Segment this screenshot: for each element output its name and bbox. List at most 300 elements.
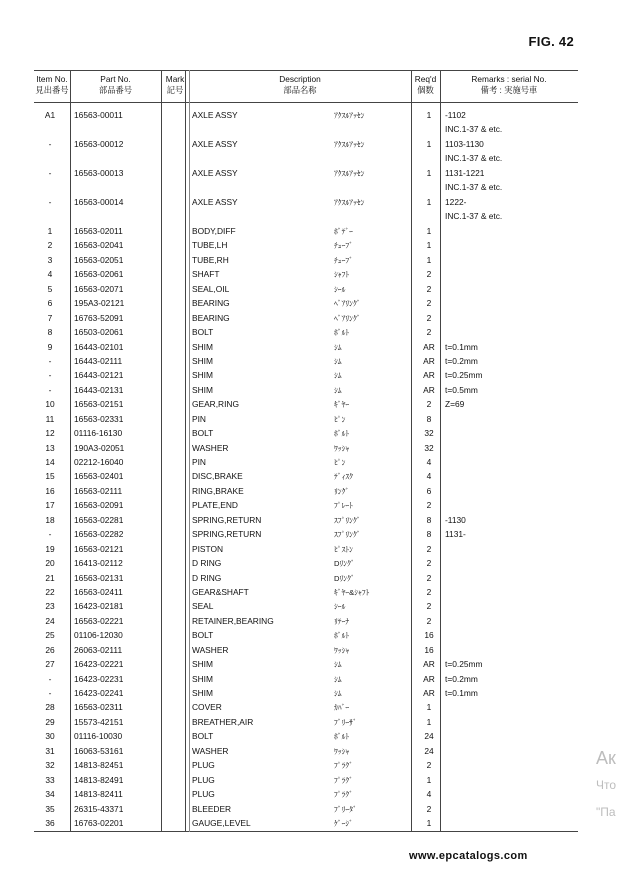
- qty-cell: 2: [426, 803, 432, 814]
- item-no-cell: 8: [47, 327, 53, 338]
- table-row: [34, 802, 578, 816]
- overlay-text-3: "Па: [596, 805, 616, 819]
- japanese-name-cell: ｶﾊﾞｰ: [334, 703, 350, 713]
- description-cell: SPRING,RETURN: [192, 514, 262, 525]
- item-no-cell: 10: [45, 399, 55, 410]
- japanese-name-cell: ｽﾌﾟﾘﾝｸﾞ: [334, 530, 361, 540]
- description-cell: D RING: [192, 558, 222, 569]
- table-row: [34, 700, 578, 714]
- japanese-name-cell: ｷﾞﾔｰ&ｼｬﾌﾄ: [334, 587, 370, 597]
- part-no-cell: 16563-02091: [74, 500, 124, 511]
- parts-table: [34, 70, 578, 832]
- part-no-cell: 16443-02121: [74, 370, 124, 381]
- item-no-cell: -: [48, 384, 52, 395]
- item-no-cell: 23: [45, 601, 55, 612]
- table-row: [34, 614, 578, 628]
- qty-cell: 2: [426, 572, 432, 583]
- part-no-cell: 16763-52091: [74, 312, 124, 323]
- table-row: [34, 412, 578, 426]
- table-row: [34, 253, 578, 267]
- part-no-cell: 16563-02061: [74, 269, 124, 280]
- part-no-cell: 16763-02201: [74, 817, 124, 828]
- part-no-cell: 16563-02281: [74, 514, 124, 525]
- qty-cell: 2: [426, 558, 432, 569]
- table-row: [34, 715, 578, 729]
- header-remarks: [440, 74, 578, 96]
- qty-cell: 1: [426, 716, 432, 727]
- table-row: [34, 296, 578, 310]
- part-no-cell: 16563-02041: [74, 240, 124, 251]
- japanese-name-cell: ｱｸｽﾙｱｯｾﾝ: [334, 198, 365, 207]
- item-no-cell: -: [48, 688, 52, 698]
- remarks-cell: 1131-1221: [445, 168, 485, 178]
- description-cell: SHIM: [192, 370, 213, 381]
- qty-cell: 16: [424, 644, 434, 655]
- table-row: [34, 397, 578, 411]
- qty-cell: 16: [424, 630, 434, 641]
- qty-cell: 1: [426, 110, 432, 120]
- table-top-rule: [34, 70, 578, 71]
- header-rem-en: Remarks : serial No.: [471, 74, 547, 84]
- japanese-name-cell: Dﾘﾝｸﾞ: [334, 573, 355, 583]
- qty-cell: 1: [426, 254, 432, 265]
- header-rem-jp: 備考 : 実施号車: [480, 85, 538, 95]
- part-no-cell: 16563-00013: [74, 168, 124, 178]
- qty-cell: 2: [426, 269, 432, 280]
- header-qty-jp: 個数: [417, 85, 434, 95]
- part-no-cell: 01106-12030: [74, 630, 123, 641]
- table-row: [34, 599, 578, 613]
- item-no-cell: -: [48, 139, 52, 149]
- qty-cell: AR: [423, 659, 435, 670]
- item-no-cell: -: [48, 529, 52, 540]
- part-no-cell: 190A3-02051: [74, 442, 125, 453]
- japanese-name-cell: ﾌﾞﾘｰｻﾞ: [334, 717, 357, 727]
- part-no-cell: 16563-02071: [74, 283, 124, 294]
- part-no-cell: 16563-00011: [74, 110, 123, 120]
- qty-cell: AR: [423, 673, 435, 684]
- qty-cell: 2: [426, 283, 432, 294]
- item-no-cell: 29: [45, 716, 55, 727]
- description-cell: BOLT: [192, 731, 214, 742]
- qty-cell: 6: [426, 485, 432, 496]
- description-cell: SPRING,RETURN: [192, 529, 262, 540]
- item-no-cell: -: [48, 370, 52, 381]
- table-row: [34, 195, 578, 224]
- item-no-cell: 9: [47, 341, 53, 352]
- item-no-cell: 34: [45, 789, 55, 800]
- item-no-cell: 12: [45, 428, 55, 439]
- table-row: [34, 628, 578, 642]
- table-row: [34, 455, 578, 469]
- item-no-cell: 13: [45, 442, 55, 453]
- qty-cell: 24: [424, 745, 434, 756]
- japanese-name-cell: ﾜｯｼｬ: [334, 443, 350, 453]
- description-cell: AXLE ASSY: [192, 139, 238, 149]
- japanese-name-cell: Dﾘﾝｸﾞ: [334, 559, 355, 569]
- qty-cell: AR: [423, 370, 435, 381]
- header-bottom-rule: [34, 102, 578, 103]
- qty-cell: 2: [426, 543, 432, 554]
- table-row: [34, 469, 578, 483]
- qty-cell: 1: [426, 139, 432, 149]
- item-no-cell: 28: [45, 702, 55, 713]
- part-no-cell: 16503-02061: [74, 327, 124, 338]
- table-row: [34, 556, 578, 570]
- item-no-cell: 6: [47, 298, 53, 309]
- table-row: [34, 426, 578, 440]
- part-no-cell: 16563-02151: [74, 399, 124, 410]
- description-cell: BODY,DIFF: [192, 226, 236, 236]
- qty-cell: 1: [426, 702, 432, 713]
- item-no-cell: 27: [45, 659, 55, 670]
- remarks-cell-line2: INC.1-37 & etc.: [445, 153, 503, 163]
- part-no-cell: 16423-02181: [74, 601, 124, 612]
- description-cell: COVER: [192, 702, 222, 713]
- item-no-cell: -: [48, 168, 52, 178]
- remarks-cell-line2: INC.1-37 & etc.: [445, 124, 503, 134]
- qty-cell: AR: [423, 355, 435, 366]
- table-bottom-rule: [34, 831, 578, 832]
- item-no-cell: 14: [45, 457, 55, 467]
- part-no-cell: 16423-02241: [74, 688, 124, 698]
- description-cell: BOLT: [192, 428, 214, 439]
- item-no-cell: 17: [45, 500, 55, 511]
- table-row: [34, 744, 578, 758]
- table-row: [34, 441, 578, 455]
- part-no-cell: 26063-02111: [74, 644, 123, 655]
- table-row: [34, 527, 578, 541]
- table-row: [34, 729, 578, 743]
- japanese-name-cell: ｼﾑ: [334, 342, 342, 352]
- part-no-cell: 16563-02401: [74, 471, 124, 482]
- qty-cell: 32: [424, 442, 434, 453]
- remarks-cell: t=0.2mm: [445, 355, 478, 366]
- part-no-cell: 16443-02131: [74, 384, 124, 395]
- japanese-name-cell: ｽﾌﾟﾘﾝｸﾞ: [334, 515, 361, 525]
- part-no-cell: 16563-02282: [74, 529, 124, 540]
- table-row: [34, 571, 578, 585]
- japanese-name-cell: ｱｸｽﾙｱｯｾﾝ: [334, 111, 365, 120]
- item-no-cell: 22: [45, 586, 55, 597]
- table-row: [34, 643, 578, 657]
- qty-cell: 24: [424, 731, 434, 742]
- qty-cell: 2: [426, 586, 432, 597]
- remarks-cell: -1102: [445, 110, 466, 120]
- table-body: [34, 108, 578, 830]
- item-no-cell: 31: [45, 745, 55, 756]
- part-no-cell: 16423-02231: [74, 673, 124, 684]
- item-no-cell: 2: [47, 240, 53, 251]
- qty-cell: 32: [424, 428, 434, 439]
- table-row: [34, 238, 578, 252]
- item-no-cell: 3: [47, 254, 53, 265]
- japanese-name-cell: ｼｬﾌﾄ: [334, 270, 350, 280]
- item-no-cell: -: [48, 355, 52, 366]
- part-no-cell: 16563-02131: [74, 572, 124, 583]
- description-cell: TUBE,RH: [192, 254, 229, 265]
- qty-cell: 4: [426, 789, 432, 800]
- item-no-cell: 35: [45, 803, 55, 814]
- remarks-cell: t=0.5mm: [445, 384, 478, 395]
- qty-cell: AR: [423, 384, 435, 395]
- description-cell: WASHER: [192, 442, 229, 453]
- qty-cell: 4: [426, 471, 432, 482]
- item-no-cell: A1: [44, 110, 56, 120]
- description-cell: PLUG: [192, 774, 215, 785]
- qty-cell: 2: [426, 601, 432, 612]
- remarks-cell-line2: INC.1-37 & etc.: [445, 182, 503, 192]
- qty-cell: AR: [423, 341, 435, 352]
- japanese-name-cell: ｷﾞﾔｰ: [334, 400, 350, 410]
- table-row: [34, 166, 578, 195]
- description-cell: GEAR,RING: [192, 399, 239, 410]
- part-no-cell: 16413-02112: [74, 558, 123, 569]
- table-row: [34, 672, 578, 686]
- header-desc-en: Description: [279, 74, 321, 84]
- description-cell: SHAFT: [192, 269, 220, 280]
- japanese-name-cell: ﾍﾞｱﾘﾝｸﾞ: [334, 313, 361, 323]
- item-no-cell: 33: [45, 774, 55, 785]
- description-cell: PLATE,END: [192, 500, 238, 511]
- japanese-name-cell: ﾍﾞｱﾘﾝｸﾞ: [334, 299, 361, 309]
- table-row: [34, 325, 578, 339]
- header-mark: [161, 74, 189, 96]
- part-no-cell: 16443-02111: [74, 355, 123, 366]
- header-description: [189, 74, 411, 96]
- japanese-name-cell: ｼﾑ: [334, 674, 342, 684]
- description-cell: WASHER: [192, 644, 229, 655]
- description-cell: RETAINER,BEARING: [192, 615, 274, 626]
- japanese-name-cell: ｹﾞｰｼﾞ: [334, 818, 353, 828]
- japanese-name-cell: ﾎﾞﾃﾞｰ: [334, 227, 353, 236]
- description-cell: SEAL,OIL: [192, 283, 230, 294]
- japanese-name-cell: ｼﾑ: [334, 660, 342, 670]
- table-row: [34, 657, 578, 671]
- table-row: [34, 108, 578, 137]
- description-cell: PIN: [192, 457, 206, 467]
- qty-cell: 2: [426, 615, 432, 626]
- japanese-name-cell: ﾌﾟﾗｸﾞ: [334, 790, 353, 800]
- description-cell: PIN: [192, 413, 206, 424]
- part-no-cell: 16563-02121: [74, 543, 124, 554]
- table-row: [34, 282, 578, 296]
- japanese-name-cell: ﾎﾞﾙﾄ: [334, 732, 350, 742]
- japanese-name-cell: ﾋﾟｽﾄﾝ: [334, 544, 353, 554]
- description-cell: SEAL: [192, 601, 214, 612]
- item-no-cell: 5: [47, 283, 53, 294]
- table-row: [34, 354, 578, 368]
- item-no-cell: 26: [45, 644, 55, 655]
- description-cell: SHIM: [192, 355, 213, 366]
- japanese-name-cell: ｼﾑ: [334, 371, 342, 381]
- item-no-cell: 20: [45, 558, 55, 569]
- description-cell: DISC,BRAKE: [192, 471, 243, 482]
- table-row: [34, 368, 578, 382]
- japanese-name-cell: ｱｸｽﾙｱｯｾﾝ: [334, 169, 365, 178]
- japanese-name-cell: ﾘﾝｸﾞ: [334, 486, 350, 496]
- description-cell: BREATHER,AIR: [192, 716, 254, 727]
- japanese-name-cell: ｱｸｽﾙｱｯｾﾝ: [334, 140, 365, 149]
- japanese-name-cell: ﾋﾟﾝ: [334, 414, 346, 424]
- item-no-cell: -: [48, 673, 52, 684]
- qty-cell: 2: [426, 500, 432, 511]
- header-qty: [411, 74, 440, 96]
- description-cell: PLUG: [192, 760, 215, 771]
- part-no-cell: 01116-16130: [74, 428, 123, 439]
- description-cell: BLEEDER: [192, 803, 232, 814]
- japanese-name-cell: ｼﾑ: [334, 385, 342, 395]
- qty-cell: 8: [426, 529, 432, 540]
- item-no-cell: 7: [47, 312, 53, 323]
- remarks-cell: Z=69: [445, 399, 465, 410]
- table-row: [34, 686, 578, 700]
- part-no-cell: 14813-82451: [74, 760, 124, 771]
- header-item-jp: 見出番号: [35, 85, 69, 95]
- description-cell: SHIM: [192, 384, 213, 395]
- qty-cell: 8: [426, 514, 432, 525]
- part-no-cell: 01116-10030: [74, 731, 123, 742]
- japanese-name-cell: ｼﾑ: [334, 356, 342, 366]
- item-no-cell: 24: [45, 615, 55, 626]
- table-row: [34, 542, 578, 556]
- qty-cell: 1: [426, 817, 432, 828]
- part-no-cell: 16063-53161: [74, 745, 124, 756]
- header-mark-en: Mark: [165, 74, 185, 84]
- item-no-cell: 4: [47, 269, 53, 280]
- table-row: [34, 816, 578, 830]
- qty-cell: 1: [426, 240, 432, 251]
- remarks-cell: t=0.25mm: [445, 370, 483, 381]
- item-no-cell: 1: [47, 226, 53, 236]
- item-no-cell: 30: [45, 731, 55, 742]
- remarks-cell: -1130: [445, 514, 466, 525]
- part-no-cell: 14813-82411: [74, 789, 123, 800]
- item-no-cell: 19: [45, 543, 55, 554]
- part-no-cell: 26315-43371: [74, 803, 124, 814]
- japanese-name-cell: ｼｰﾙ: [334, 284, 346, 294]
- japanese-name-cell: ﾁｭｰﾌﾞ: [334, 255, 353, 265]
- description-cell: BOLT: [192, 327, 214, 338]
- japanese-name-cell: ﾋﾟﾝ: [334, 458, 346, 467]
- japanese-name-cell: ﾌﾞﾘｰﾀﾞ: [334, 804, 357, 814]
- qty-cell: 2: [426, 399, 432, 410]
- description-cell: TUBE,LH: [192, 240, 228, 251]
- japanese-name-cell: ｼﾑ: [334, 689, 342, 698]
- item-no-cell: 21: [45, 572, 55, 583]
- table-row: [34, 267, 578, 281]
- table-row: [34, 224, 578, 238]
- header-part-en: Part No.: [100, 74, 131, 84]
- qty-cell: 8: [426, 413, 432, 424]
- table-row: [34, 498, 578, 512]
- description-cell: BEARING: [192, 312, 230, 323]
- remarks-cell: t=0.2mm: [445, 673, 478, 684]
- item-no-cell: 11: [45, 413, 55, 424]
- remarks-cell: t=0.1mm: [445, 688, 478, 698]
- qty-cell: 1: [426, 774, 432, 785]
- header-part-jp: 部品番号: [98, 85, 133, 95]
- remarks-cell: 1131-: [445, 529, 466, 540]
- description-cell: SHIM: [192, 688, 213, 698]
- japanese-name-cell: ﾎﾞﾙﾄ: [334, 631, 350, 641]
- part-no-cell: 16443-02101: [74, 341, 124, 352]
- description-cell: BOLT: [192, 630, 214, 641]
- table-row: [34, 787, 578, 801]
- item-no-cell: 18: [45, 514, 55, 525]
- overlay-text-1: Ак: [596, 748, 616, 768]
- japanese-name-cell: ｼｰﾙ: [334, 602, 346, 612]
- japanese-name-cell: ﾘﾃｰﾅ: [334, 616, 350, 626]
- qty-cell: 1: [426, 168, 432, 178]
- header-item: [34, 74, 70, 96]
- remarks-cell: t=0.1mm: [445, 341, 478, 352]
- overlay-text-2: Что: [596, 778, 617, 792]
- part-no-cell: 16563-00012: [74, 139, 124, 149]
- part-no-cell: 16563-02011: [74, 226, 123, 236]
- description-cell: RING,BRAKE: [192, 485, 244, 496]
- qty-cell: 4: [426, 457, 432, 467]
- table-row: [34, 513, 578, 527]
- description-cell: D RING: [192, 572, 222, 583]
- qty-cell: 1: [426, 197, 432, 207]
- japanese-name-cell: ﾜｯｼｬ: [334, 645, 350, 655]
- qty-cell: 1: [426, 226, 432, 236]
- description-cell: GEAR&SHAFT: [192, 586, 249, 597]
- qty-cell: 2: [426, 298, 432, 309]
- japanese-name-cell: ﾎﾞﾙﾄ: [334, 328, 350, 338]
- description-cell: WASHER: [192, 745, 229, 756]
- table-row: [34, 773, 578, 787]
- japanese-name-cell: ﾌﾟﾗｸﾞ: [334, 775, 353, 785]
- item-no-cell: 16: [45, 485, 55, 496]
- description-cell: SHIM: [192, 341, 213, 352]
- table-row: [34, 758, 578, 772]
- header-mark-jp: 記号: [166, 85, 184, 95]
- part-no-cell: 14813-82491: [74, 774, 124, 785]
- japanese-name-cell: ﾃﾞｨｽｸ: [334, 472, 353, 482]
- japanese-name-cell: ﾌﾟﾗｸﾞ: [334, 761, 353, 771]
- japanese-name-cell: ﾎﾞﾙﾄ: [334, 429, 350, 439]
- part-no-cell: 195A3-02121: [74, 298, 125, 309]
- item-no-cell: 32: [45, 760, 55, 771]
- part-no-cell: 16563-02111: [74, 485, 123, 496]
- table-row: [34, 311, 578, 325]
- japanese-name-cell: ﾜｯｼｬ: [334, 746, 350, 756]
- description-cell: PISTON: [192, 543, 224, 554]
- part-no-cell: 15573-42151: [74, 716, 124, 727]
- remarks-cell: 1103-1130: [445, 139, 484, 149]
- description-cell: AXLE ASSY: [192, 110, 238, 120]
- table-row: [34, 484, 578, 498]
- table-row: [34, 340, 578, 354]
- description-cell: GAUGE,LEVEL: [192, 817, 251, 828]
- description-cell: AXLE ASSY: [192, 197, 238, 207]
- table-row: [34, 585, 578, 599]
- remarks-cell-line2: INC.1-37 & etc.: [445, 211, 503, 221]
- part-no-cell: 16563-02311: [74, 702, 123, 713]
- japanese-name-cell: ﾌﾟﾚｰﾄ: [334, 501, 353, 511]
- part-no-cell: 16563-00014: [74, 197, 124, 207]
- description-cell: SHIM: [192, 659, 213, 670]
- qty-cell: 2: [426, 760, 432, 771]
- qty-cell: AR: [423, 688, 435, 698]
- part-no-cell: 16423-02221: [74, 659, 124, 670]
- part-no-cell: 16563-02221: [74, 615, 124, 626]
- part-no-cell: 16563-02051: [74, 254, 124, 265]
- footer-url[interactable]: www.epcatalogs.com: [409, 850, 528, 862]
- figure-label: FIG. 42: [528, 34, 574, 49]
